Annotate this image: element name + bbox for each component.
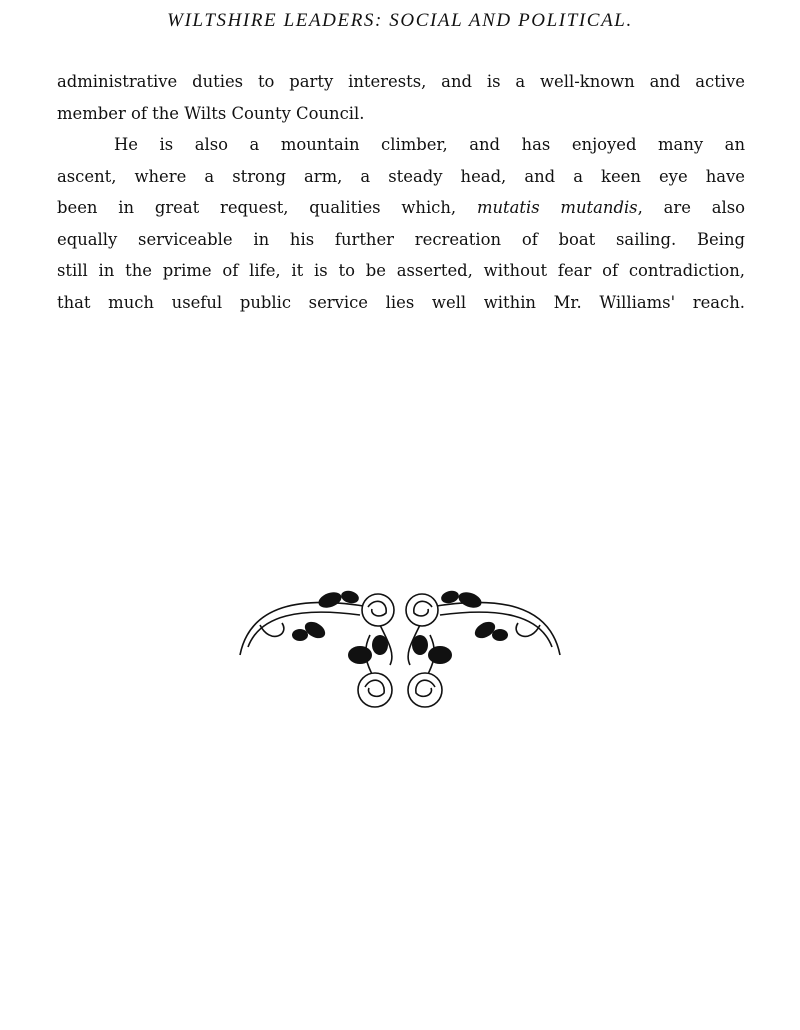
paragraph-1-line-2: member of the Wilts County Council. (57, 103, 365, 123)
paragraph-2-line-4: equally serviceable in his further recreation of boat sailing. Being (57, 229, 745, 249)
paragraph-2-line-1: He is also a mountain climber, and has enjoyed many an (114, 135, 745, 154)
running-head: WILTSHIRE LEADERS: SOCIAL AND POLITICAL. (167, 10, 633, 31)
paragraph-2-line-6: that much useful public service lies well within Mr. Williams' reach. (57, 292, 745, 312)
latin-phrase: mutatis mutandis (476, 198, 638, 217)
floral-rose-ornament-icon (230, 585, 570, 715)
paragraph-2-line-3 (57, 192, 745, 224)
paragraph-2-line-2: ascent, where a strong arm, a steady head, and a keen eye have (57, 166, 745, 186)
line-3-text-a: been in great request, qualities which, (57, 198, 477, 217)
paragraph-1-line-1: administrative duties to party interests, and is a well-known and active (57, 72, 745, 91)
paragraph-2-line-5: still in the prime of life, it is to be asserted, without fear of contradiction, (57, 261, 745, 280)
body-text (57, 66, 745, 318)
line-3-text-b: , are also (637, 198, 745, 217)
